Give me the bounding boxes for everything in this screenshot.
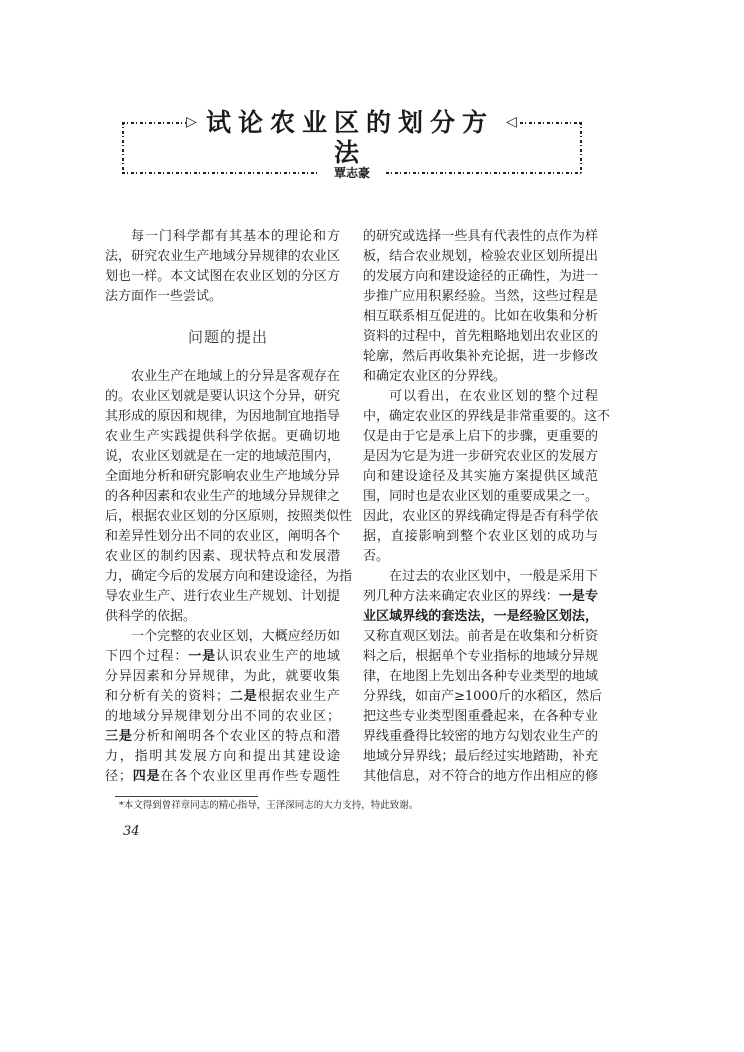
text-line: [105, 568, 353, 588]
text-segment: 分异因素和分异规律，为此，就要收集: [105, 669, 340, 684]
text-segment: 步推广应用积累经验。当然，这些过程是: [363, 289, 598, 304]
text-line: [363, 748, 598, 768]
text-segment: 全面地分析和研究影响农业生产地域分异: [105, 469, 340, 484]
text-segment: 律，在地图上先划出各种专业类型的地域: [363, 669, 598, 684]
text-segment: 农业区的制约因素、现状特点和发展潜: [105, 549, 340, 564]
text-line: [105, 468, 340, 488]
text-line: [363, 308, 598, 328]
text-line: [105, 648, 340, 668]
text-line: [363, 528, 598, 548]
bold-text-segment: 三是: [105, 729, 133, 744]
text-segment: 围，同时也是农业区划的重要成果之一。: [363, 489, 598, 504]
text-line: [363, 688, 602, 708]
text-line: [105, 288, 340, 308]
text-line: [363, 628, 598, 648]
text-line: [389, 568, 598, 588]
text-segment: 农业生产在地域上的分异是客观存在: [131, 369, 340, 384]
article-title: 试论农业区的划分方法: [205, 108, 494, 167]
text-line: [363, 428, 598, 448]
text-segment: 的。农业区划就是要认识这个分异，研究: [105, 389, 340, 404]
text-line: [131, 368, 340, 388]
text-line: [131, 228, 340, 248]
text-segment: 和差异性划分出不同的农业区，阐明各个: [105, 529, 340, 544]
text-line: [363, 768, 598, 788]
text-segment: 其他信息，对不符合的地方作出相应的修: [363, 769, 598, 784]
text-segment: 其形成的原因和规律，为因地制宜地指导: [105, 409, 340, 424]
text-line: [105, 708, 340, 728]
footnote: *本文得到曾祥章同志的精心指导，王泽深同志的大力支持，特此致谢。: [119, 800, 419, 811]
text-line: [105, 408, 340, 428]
text-segment: 每一门科学都有其基本的理论和方: [131, 229, 340, 244]
text-segment: 在过去的农业区划中，一般是采用下: [389, 569, 598, 584]
text-segment: 资料的过程中，首先粗略地划出农业区的: [363, 329, 598, 344]
text-segment: 分析和阐明各个农业区的特点和潜: [132, 729, 340, 744]
text-segment: 分界线，如亩产≥1000斤的水稻区，然后: [363, 689, 602, 704]
text-line: [105, 428, 340, 448]
text-segment: 农业生产实践提供科学依据。更确切地: [105, 429, 340, 444]
frame-top-right-border: [520, 122, 582, 124]
frame-bottom-right-border: [386, 172, 582, 174]
frame-left-border: [122, 122, 124, 174]
text-line: [105, 768, 340, 788]
text-segment: 据，直接影响到整个农业区划的成功与: [363, 529, 598, 544]
text-line: [363, 368, 598, 388]
text-segment: 相互联系相互促进的。比如在收集和分析: [363, 309, 598, 324]
footnote-divider: [115, 796, 258, 797]
text-line: [105, 688, 340, 708]
text-segment: 在各个农业区里再作些专题性: [160, 769, 340, 784]
text-line: [363, 328, 598, 348]
text-line: [105, 248, 340, 268]
text-segment: 和分析有关的资料；: [105, 689, 229, 704]
text-segment: 的发展方向和建设途径的正确性，为进一: [363, 269, 598, 284]
text-line: [105, 588, 340, 608]
bold-text-segment: 业区域界线的套迭法，一是经验区划法，: [363, 609, 598, 624]
text-line: [105, 668, 340, 688]
text-line: [105, 548, 340, 568]
frame-top-left-border: [122, 122, 186, 124]
text-segment: 的地域分异规律划分出不同的农业区；: [105, 709, 340, 724]
text-segment: 导农业生产、进行农业生产规划、计划提: [105, 589, 340, 604]
text-line: [363, 588, 598, 608]
text-line: [389, 388, 598, 408]
text-segment: 因此，农业区的界线确定得是否有科学依: [363, 509, 598, 524]
bold-text-segment: 四是: [131, 769, 161, 784]
text-line: [105, 728, 340, 748]
text-segment: 力，指明其发展方向和提出其建设途: [105, 749, 340, 764]
text-segment: 后，根据农业区划的分区原则，按照类似性: [105, 509, 353, 524]
text-segment: 法方面作一些尝试。: [105, 289, 223, 304]
text-segment: 认识农业生产的地域: [215, 649, 340, 664]
text-segment: 划也一样。本文试图在农业区划的分区方: [105, 269, 340, 284]
text-segment: 列几种方法来确定农业区的界线：: [363, 589, 559, 604]
text-line: [363, 728, 598, 748]
bold-text-segment: 一是专: [558, 589, 598, 604]
bold-text-segment: 二是: [228, 689, 258, 704]
text-segment: 轮廓，然后再收集补充论据，进一步修改: [363, 349, 598, 364]
text-segment: 向和建设途径及其实施方案提供区域范: [363, 469, 598, 484]
text-line: [131, 628, 340, 648]
text-segment: 仅是由于它是承上启下的步骤，更重要的: [363, 429, 598, 444]
text-line: [105, 508, 353, 528]
text-line: [363, 348, 598, 368]
text-segment: 地域分异界线；最后经过实地踏勘，补充: [363, 749, 598, 764]
text-line: [363, 488, 598, 508]
text-line: [363, 268, 598, 288]
text-segment: 界线重叠得比较密的地方勾划农业生产的: [363, 729, 598, 744]
text-line: [363, 608, 598, 628]
text-segment: 供科学的依据。: [105, 609, 197, 624]
text-segment: 法，研究农业生产地域分异规律的农业区: [105, 249, 340, 264]
article-author: 覃志豪: [333, 166, 370, 180]
frame-bottom-left-border: [122, 172, 318, 174]
text-line: [105, 268, 340, 288]
text-line: [105, 488, 340, 508]
text-segment: 说，农业区划就是在一定的地域范围内，: [105, 449, 340, 464]
text-line: [105, 608, 340, 628]
text-line: [363, 248, 598, 268]
text-line: [363, 408, 611, 428]
frame-right-border: [580, 122, 582, 174]
text-segment: 料之后，根据单个专业指标的地域分异规: [363, 649, 598, 664]
section-heading: 问题的提出: [188, 328, 269, 346]
right-triangle-icon: ▷: [186, 114, 197, 130]
text-segment: 可以看出，在农业区划的整个过程: [389, 389, 598, 404]
text-segment: 下四个过程：: [105, 649, 189, 664]
text-segment: 中，确定农业区的界线是非常重要的。这不: [363, 409, 611, 424]
text-segment: 一个完整的农业区划，大概应经历如: [131, 629, 340, 644]
text-line: [363, 648, 598, 668]
text-line: [363, 448, 598, 468]
text-segment: 根据农业生产: [257, 689, 340, 704]
text-segment: 是因为它是为进一步研究农业区的发展方: [363, 449, 598, 464]
text-line: [105, 388, 340, 408]
text-line: [363, 548, 598, 568]
text-segment: 板，结合农业规划，检验农业区划所提出: [363, 249, 598, 264]
text-line: [363, 468, 598, 488]
text-line: [363, 508, 598, 528]
text-segment: 力，确定今后的发展方向和建设途径，为指: [105, 569, 353, 584]
text-line: [363, 288, 598, 308]
text-line: [363, 228, 598, 248]
text-line: [105, 528, 340, 548]
text-line: [105, 748, 340, 768]
text-segment: 否。: [363, 549, 390, 564]
text-segment: 径；: [105, 769, 132, 784]
left-triangle-icon: ◁: [506, 114, 517, 130]
text-line: [105, 448, 340, 468]
text-segment: 把这些专业类型图重叠起来，在各种专业: [363, 709, 598, 724]
text-segment: 又称直观区划法。前者是在收集和分析资: [363, 629, 598, 644]
text-segment: 和确定农业区的分界线。: [363, 369, 507, 384]
page-number: 34: [123, 824, 140, 839]
bold-text-segment: 一是: [188, 649, 216, 664]
text-segment: 的研究或选择一些具有代表性的点作为样: [363, 229, 598, 244]
text-line: [363, 708, 598, 728]
text-segment: 的各种因素和农业生产的地域分异规律之: [105, 489, 340, 504]
text-line: [363, 668, 598, 688]
